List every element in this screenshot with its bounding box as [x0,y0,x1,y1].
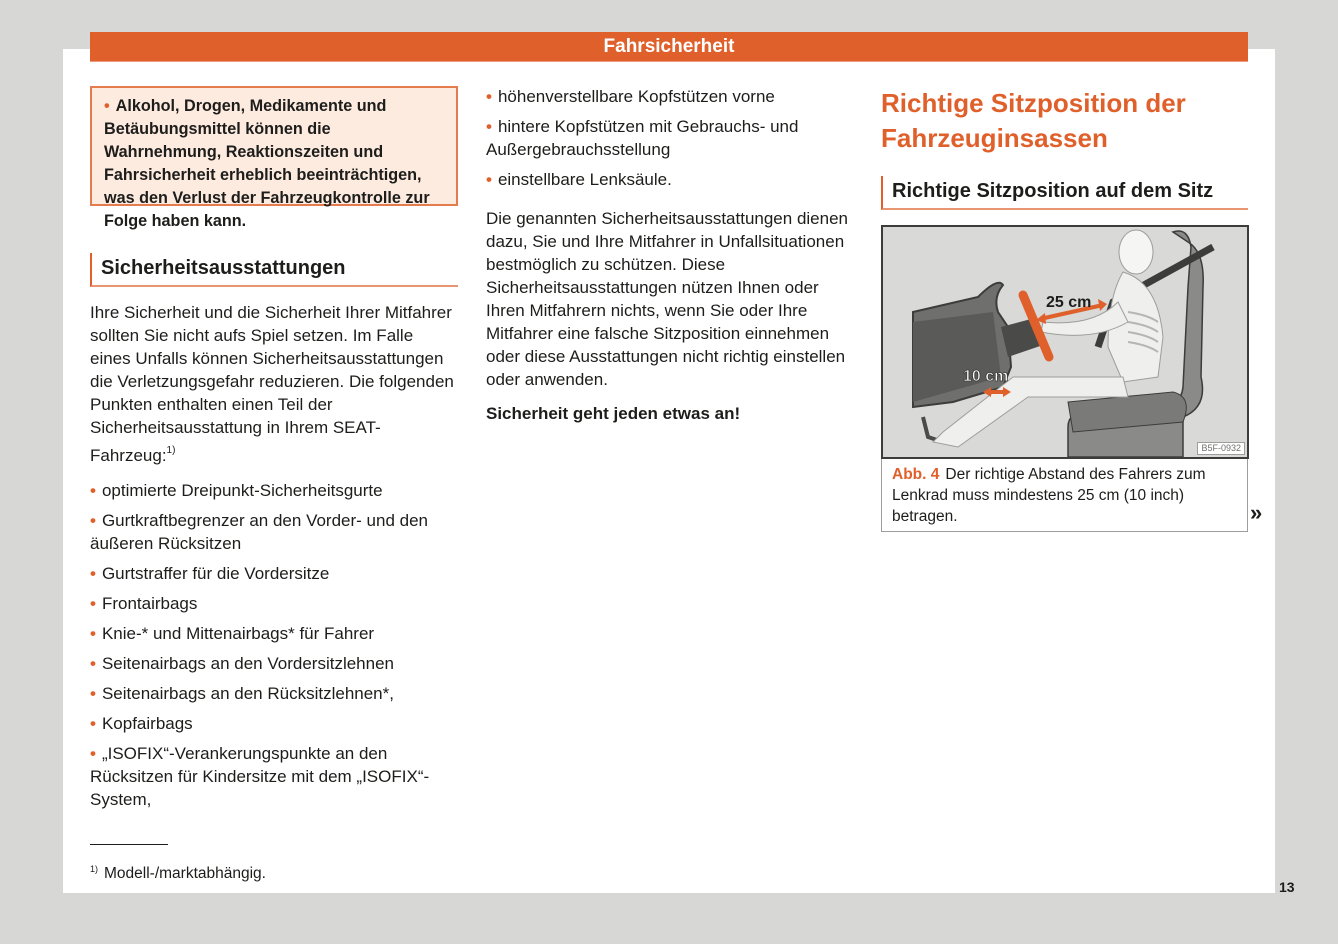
figure-code: B5F-0932 [1197,442,1245,455]
list-item [90,652,458,675]
list-item [90,592,458,615]
list-item-text: „ISOFIX“-Verankerungspunkte an den Rücksitzen für Kindersitze mit dem „ISOFIX“-System, [90,744,430,809]
chapter-title: Fahrsicherheit [603,35,735,57]
bullet-icon: • [90,744,96,763]
list-item [90,742,458,811]
figure-caption [881,459,1248,532]
figure-label: Abb. 4 [892,466,940,483]
list-item-text: Seitenairbags an den Vordersitzlehnen [101,654,394,673]
continue-double-chevron-icon: » [1250,500,1263,525]
chapter-header-bar [90,32,1248,62]
safety-equipment-list [90,479,458,818]
bullet-icon: • [104,97,110,115]
footnote-marker: 1) [90,864,99,874]
bullet-icon: • [90,654,96,673]
bullet-icon: • [90,594,96,613]
list-item [90,509,458,555]
footnote-text: Modell-/marktabhängig. [104,865,266,882]
list-item [90,682,458,705]
bullet-icon: • [90,714,96,733]
list-item-text: einstellbare Lenksäule. [497,170,672,189]
list-item-text: Knie-* und Mittenairbags* für Fahrer [101,624,375,643]
label-10cm: 10 cm [963,368,1009,385]
label-25cm: 25 cm [1046,294,1092,311]
safety-intro-text: Ihre Sicherheit und die Sicherheit Ihrer Mitfahrer sollten Sie nicht aufs Spiel setzen. Im Falle eines Unfalls können Sicherheitsausstattungen die Verletzungsgefahr reduzieren. Die folgenden Punkten enthalten einen Teil der Sicherheitsausstattung in Ihrem SEAT-Fahrzeug: [90,303,454,465]
footnote-ref[interactable]: 1) [166,445,176,456]
list-item-text: hintere Kopfstützen mit Gebrauchs- und Außergebrauchsstellung [486,117,799,159]
driver-seat-diagram-icon [883,227,1247,457]
warning-text: Alkohol, Drogen, Medikamente und Betäubungsmittel können die Wahrnehmung, Reaktionszeiten und Fahrsicherheit erheblich beeinträchtigen, was den Verlust der Fahrzeugkontrolle zur Folge haben kann. [104,97,430,230]
bullet-icon: • [486,117,492,136]
list-item [486,85,854,108]
section-heading-seat-position [881,176,1248,210]
figure-driver-seating-illustration [881,225,1249,459]
list-item-text: Seitenairbags an den Rücksitzlehnen*, [101,684,394,703]
bullet-icon: • [486,170,492,189]
bullet-icon: • [486,87,492,106]
list-item-text: optimierte Dreipunkt-Sicherheitsgurte [101,481,383,500]
bullet-icon: • [90,624,96,643]
page-number: 13 [1279,879,1295,895]
list-item-text: Kopfairbags [101,714,193,733]
section-heading-safety-equipment [90,253,458,287]
bullet-icon: • [90,564,96,583]
bullet-icon: • [90,481,96,500]
safety-intro-paragraph [90,301,458,467]
section-heading-text: Richtige Sitzposition auf dem Sitz [892,180,1214,202]
section-title-seating-position: Richtige Sitzposition der Fahrzeuginsassen [881,88,1186,153]
list-item-text: Gurtkraftbegrenzer an den Vorder- und den äußeren Rücksitzen [90,511,428,553]
list-item [90,479,458,502]
footnote-divider [90,844,168,845]
section-heading-text: Sicherheitsausstattungen [101,257,346,279]
safety-closing-statement: Sicherheit geht jeden etwas an! [486,404,741,423]
bullet-icon: • [90,511,96,530]
list-item [486,168,854,191]
warning-box [90,86,458,230]
list-item [486,115,854,161]
footnote [90,859,266,884]
list-item-text: höhenverstellbare Kopfstützen vorne [497,87,775,106]
list-item-text: Frontairbags [101,594,198,613]
list-item-text: Gurtstraffer für die Vordersitze [101,564,330,583]
list-item [90,622,458,645]
bullet-icon: • [90,684,96,703]
safety-equipment-list-continued [486,85,854,198]
safety-purpose-paragraph: Die genannten Sicherheitsausstattungen dienen dazu, Sie und Ihre Mitfahrer in Unfallsituationen bestmöglich zu schützen. Diese Sicherheitsausstattungen nützen Ihnen oder Ihren Mitfahrern nichts, wenn Sie oder Ihre Mitfahrer eine falsche Sitzposition einnehmen oder diese Ausstattungen nicht richtig einstellen oder anwenden. [486,209,848,389]
list-item [90,562,458,585]
figure-caption-text: Der richtige Abstand des Fahrers zum Lenkrad muss mindestens 25 cm (10 inch) betragen. [892,466,1206,525]
list-item [90,712,458,735]
